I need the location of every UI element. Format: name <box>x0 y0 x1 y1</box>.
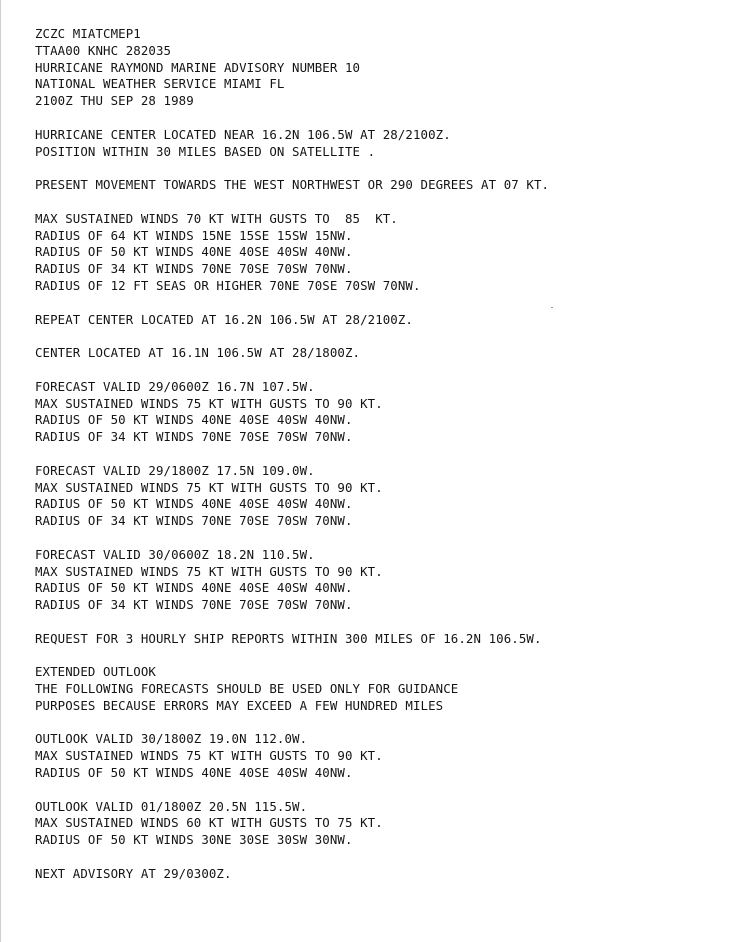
winds-line: RADIUS OF 34 KT WINDS 70NE 70SE 70SW 70NW. <box>35 261 353 277</box>
advisory-document <box>35 26 725 899</box>
outlook-line: MAX SUSTAINED WINDS 75 KT WITH GUSTS TO 90 KT. <box>35 748 383 764</box>
forecast-line: FORECAST VALID 29/0600Z 16.7N 107.5W. <box>35 378 315 394</box>
outlook-block <box>35 799 725 849</box>
center-line: POSITION WITHIN 30 MILES BASED ON SATELLITE . <box>35 143 376 159</box>
forecast-line: RADIUS OF 34 KT WINDS 70NE 70SE 70SW 70NW. <box>35 513 353 529</box>
header-block <box>35 26 725 110</box>
forecast-block <box>35 463 725 530</box>
scan-edge <box>0 0 1 942</box>
outlook-block <box>35 731 725 781</box>
previous-center-block <box>35 345 725 362</box>
previous-line: CENTER LOCATED AT 16.1N 106.5W AT 28/1800Z. <box>35 345 361 361</box>
outlook-line: RADIUS OF 50 KT WINDS 40NE 40SE 40SW 40NW. <box>35 765 353 781</box>
forecast-line: RADIUS OF 34 KT WINDS 70NE 70SE 70SW 70NW. <box>35 429 353 445</box>
repeat-line: REPEAT CENTER LOCATED AT 16.2N 106.5W AT 28/2100Z. <box>35 311 413 327</box>
center-line: HURRICANE CENTER LOCATED NEAR 16.2N 106.5W AT 28/2100Z. <box>35 126 451 142</box>
extended-outlook-block <box>35 664 725 714</box>
forecast-line: RADIUS OF 34 KT WINDS 70NE 70SE 70SW 70NW. <box>35 597 353 613</box>
forecast-line: RADIUS OF 50 KT WINDS 40NE 40SE 40SW 40NW. <box>35 412 353 428</box>
next-advisory-block <box>35 866 725 883</box>
header-line: NATIONAL WEATHER SERVICE MIAMI FL <box>35 76 285 92</box>
forecast-line: FORECAST VALID 29/1800Z 17.5N 109.0W. <box>35 462 315 478</box>
winds-line: RADIUS OF 64 KT WINDS 15NE 15SE 15SW 15NW. <box>35 227 353 243</box>
forecast-block <box>35 379 725 446</box>
forecast-line: RADIUS OF 50 KT WINDS 40NE 40SE 40SW 40NW. <box>35 580 353 596</box>
ship-report-request-block <box>35 631 725 648</box>
forecast-line: MAX SUSTAINED WINDS 75 KT WITH GUSTS TO 90 KT. <box>35 563 383 579</box>
outlook-line: RADIUS OF 50 KT WINDS 30NE 30SE 30SW 30NW. <box>35 832 353 848</box>
movement-block <box>35 177 725 194</box>
request-line: REQUEST FOR 3 HOURLY SHIP REPORTS WITHIN 300 MILES OF 16.2N 106.5W. <box>35 630 542 646</box>
winds-line: MAX SUSTAINED WINDS 70 KT WITH GUSTS TO 85 KT. <box>35 210 398 226</box>
outlook-line: MAX SUSTAINED WINDS 60 KT WITH GUSTS TO 75 KT. <box>35 815 383 831</box>
next-advisory-line: NEXT ADVISORY AT 29/0300Z. <box>35 865 232 881</box>
repeat-center-block <box>35 312 725 329</box>
winds-block <box>35 211 725 295</box>
forecast-line: MAX SUSTAINED WINDS 75 KT WITH GUSTS TO 90 KT. <box>35 479 383 495</box>
header-line: 2100Z THU SEP 28 1989 <box>35 93 194 109</box>
center-position-block <box>35 127 725 161</box>
outlook-line: OUTLOOK VALID 01/1800Z 20.5N 115.5W. <box>35 798 308 814</box>
forecast-line: RADIUS OF 50 KT WINDS 40NE 40SE 40SW 40NW. <box>35 496 353 512</box>
forecast-line: FORECAST VALID 30/0600Z 18.2N 110.5W. <box>35 546 315 562</box>
header-line: ZCZC MIATCMEP1 <box>35 26 141 41</box>
winds-line: RADIUS OF 50 KT WINDS 40NE 40SE 40SW 40NW. <box>35 244 353 260</box>
forecast-block <box>35 547 725 614</box>
extended-line: PURPOSES BECAUSE ERRORS MAY EXCEED A FEW HUNDRED MILES <box>35 697 444 713</box>
forecast-line: MAX SUSTAINED WINDS 75 KT WITH GUSTS TO 90 KT. <box>35 395 383 411</box>
extended-line: EXTENDED OUTLOOK <box>35 664 156 680</box>
header-line: TTAA00 KNHC 282035 <box>35 42 172 58</box>
outlook-line: OUTLOOK VALID 30/1800Z 19.0N 112.0W. <box>35 731 308 747</box>
movement-line: PRESENT MOVEMENT TOWARDS THE WEST NORTHWEST OR 290 DEGREES AT 07 KT. <box>35 177 550 193</box>
winds-line: RADIUS OF 12 FT SEAS OR HIGHER 70NE 70SE 70SW 70NW. <box>35 277 421 293</box>
extended-line: THE FOLLOWING FORECASTS SHOULD BE USED ONLY FOR GUIDANCE <box>35 681 459 697</box>
header-line: HURRICANE RAYMOND MARINE ADVISORY NUMBER 10 <box>35 59 361 75</box>
